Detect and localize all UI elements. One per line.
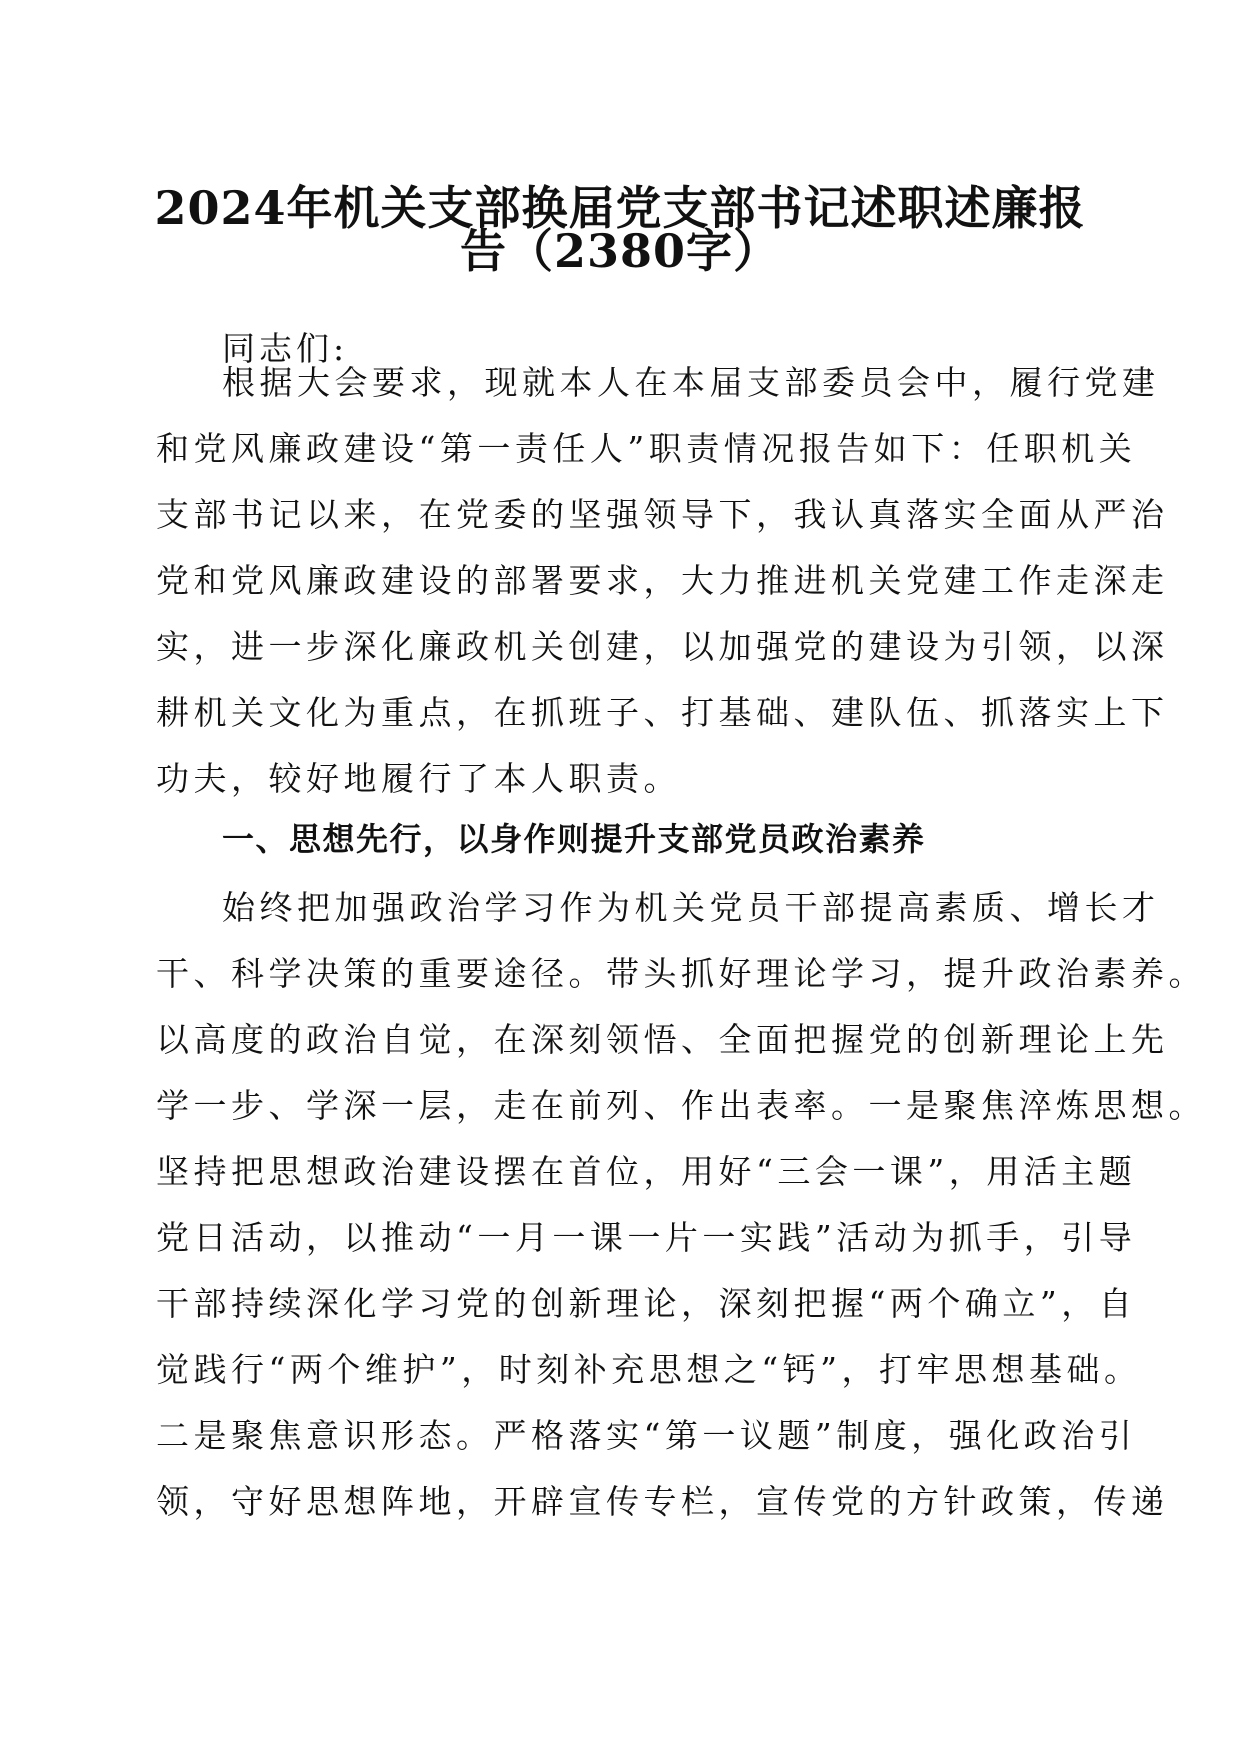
paragraph-line: 实，进一步深化廉政机关创建，以加强党的建设为引领，以深: [156, 627, 1169, 666]
section-heading-1: 一、思想先行，以身作则提升支部党员政治素养: [222, 820, 926, 858]
salutation: 同志们:: [222, 329, 349, 368]
paragraph-line: 功夫，较好地履行了本人职责。: [156, 759, 681, 798]
paragraph-line: 耕机关文化为重点，在抓班子、打基础、建队伍、抓落实上下: [156, 693, 1169, 732]
document-title-line-2: 告（2380字）: [459, 224, 781, 278]
paragraph-line: 以高度的政治自觉，在深刻领悟、全面把握党的创新理论上先: [156, 1020, 1169, 1059]
paragraph-line: 干部持续深化学习党的创新理论，深刻把握“两个确立”，自: [156, 1284, 1137, 1323]
paragraph-2: [156, 875, 1206, 1535]
paragraph-line: 学一步、学深一层，走在前列、作出表率。一是聚焦淬炼思想。: [156, 1086, 1206, 1125]
paragraph-line: 和党风廉政建设“第一责任人”职责情况报告如下：任职机关: [156, 429, 1137, 468]
paragraph-line: 根据大会要求，现就本人在本届支部委员会中，履行党建: [222, 363, 1160, 402]
paragraph-line: 觉践行“两个维护”，时刻补充思想之“钙”，打牢思想基础。: [156, 1350, 1142, 1389]
paragraph-line: 二是聚焦意识形态。严格落实“第一议题”制度，强化政治引: [156, 1416, 1137, 1455]
paragraph-1: [156, 350, 1169, 812]
paragraph-line: 始终把加强政治学习作为机关党员干部提高素质、增长才: [222, 888, 1160, 927]
paragraph-line: 坚持把思想政治建设摆在首位，用好“三会一课”，用活主题: [156, 1152, 1137, 1191]
paragraph-line: 支部书记以来，在党委的坚强领导下，我认真落实全面从严治: [156, 495, 1169, 534]
document-title-line-1: 2024年机关支部换届党支部书记述职述廉报: [154, 181, 1086, 235]
paragraph-line: 干、科学决策的重要途径。带头抓好理论学习，提升政治素养。: [156, 954, 1206, 993]
paragraph-line: 党日活动，以推动“一月一课一片一实践”活动为抓手，引导: [156, 1218, 1137, 1257]
paragraph-line: 党和党风廉政建设的部署要求，大力推进机关党建工作走深走: [156, 561, 1169, 600]
paragraph-line: 领，守好思想阵地，开辟宣传专栏，宣传党的方针政策，传递: [156, 1482, 1169, 1521]
